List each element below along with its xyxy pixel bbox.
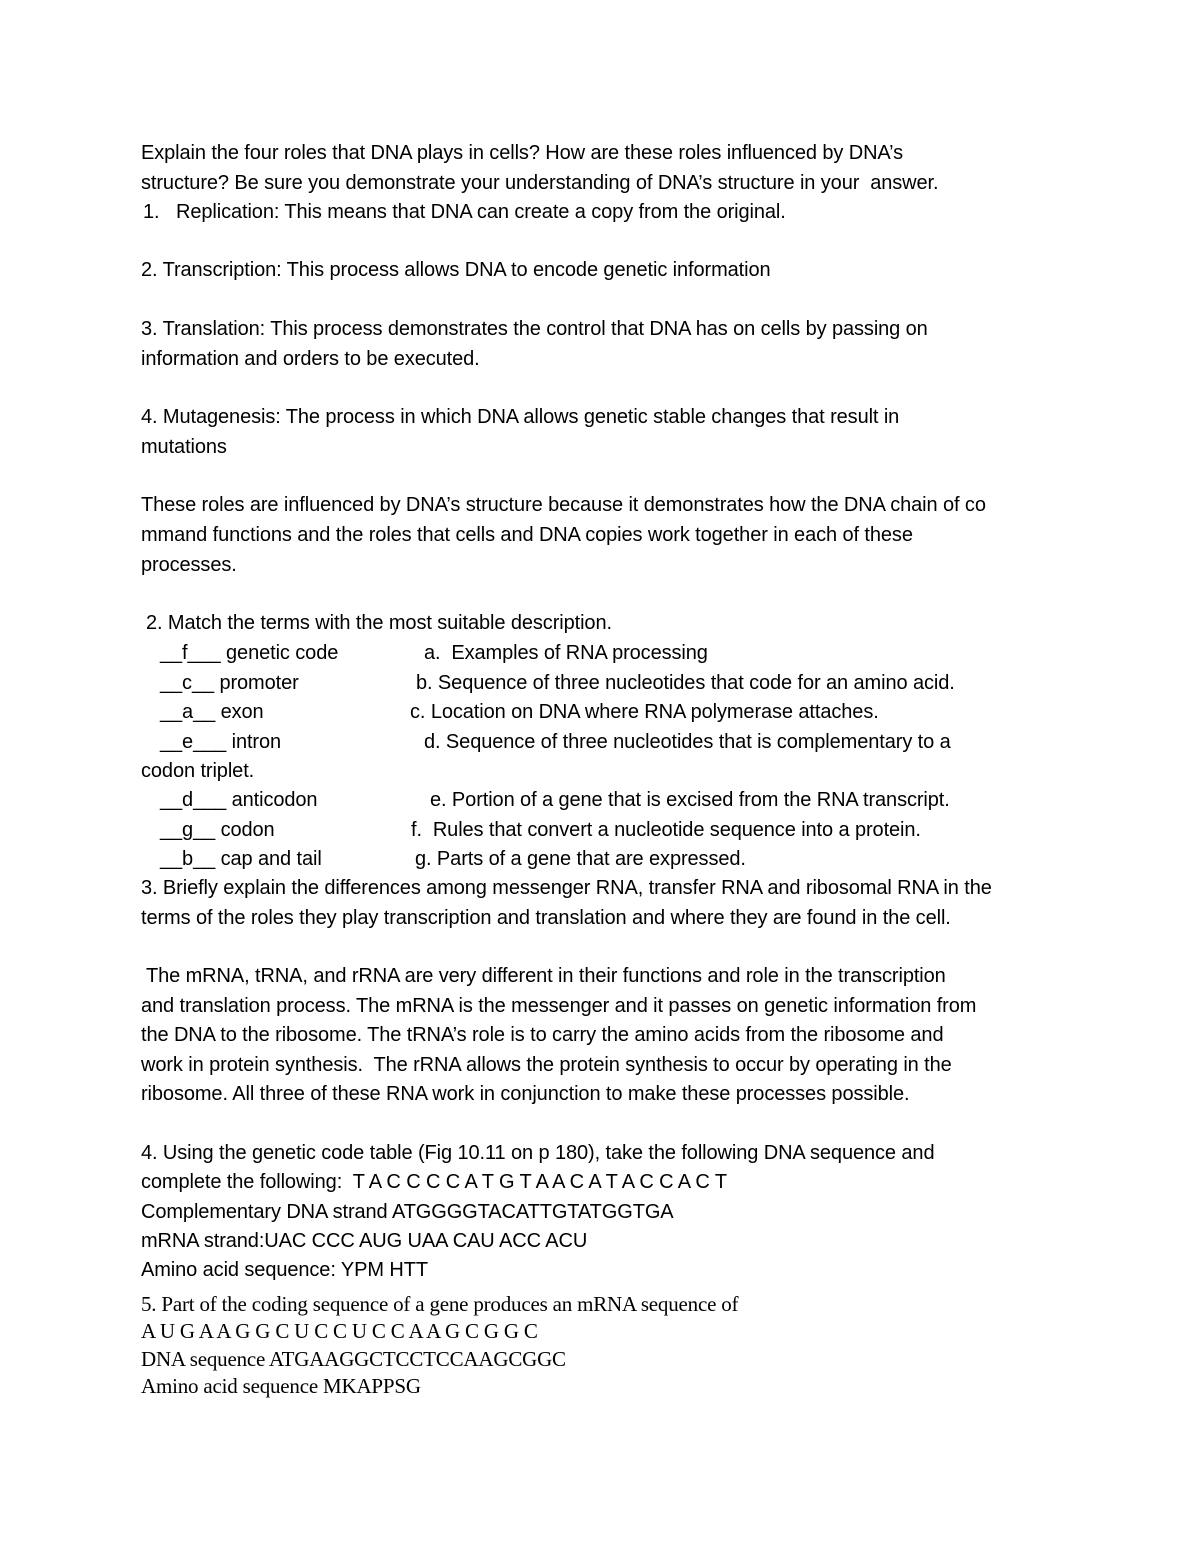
q2-term-promoter: __c__ promoter (160, 672, 299, 694)
q1-item-translation-line-1: 3. Translation: This process demonstrates the control that DNA has on cells by passing on (141, 318, 928, 340)
q3-prompt-line-2: terms of the roles they play transcription and translation and where they are found in the cell. (141, 907, 951, 929)
q2-term-exon: __a__ exon (160, 701, 264, 723)
q1-answer-line-3: processes. (141, 554, 237, 576)
q1-prompt-line-1: Explain the four roles that DNA plays in cells? How are these roles influenced by DNA’s (141, 142, 904, 164)
q3-answer-line-5: ribosome. All three of these RNA work in conjunction to make these processes possible. (141, 1083, 910, 1105)
q4-mrna-strand: mRNA strand:UAC CCC AUG UAA CAU ACC ACU (141, 1230, 588, 1252)
q1-answer-line-2: mmand functions and the roles that cells and DNA copies work together in each of these (141, 524, 913, 546)
q3-answer-line-3: the DNA to the ribosome. The tRNA’s role is to carry the amino acids from the ribosome and (141, 1024, 944, 1046)
q4-prompt-line-1: 4. Using the genetic code table (Fig 10.11 on p 180), take the following DNA sequence and (141, 1142, 935, 1164)
q2-term-codon: __g__ codon (160, 819, 275, 841)
q3-answer-line-4: work in protein synthesis. The rRNA allows the protein synthesis to occur by operating in the (141, 1054, 952, 1076)
q4-amino-acid-sequence: Amino acid sequence: YPM HTT (141, 1259, 428, 1281)
q1-list-number-1: 1. (143, 201, 160, 223)
q3-answer-line-2: and translation process. The mRNA is the messenger and it passes on genetic information from (141, 995, 977, 1017)
q5-mrna-sequence: A U G A A G G C U C C U C C A A G C G G C (141, 1319, 538, 1343)
q1-prompt-line-2: structure? Be sure you demonstrate your understanding of DNA’s structure in your answer. (141, 172, 939, 194)
q1-item-replication: Replication: This means that DNA can create a copy from the original. (176, 201, 786, 223)
q2-description-a: a. Examples of RNA processing (424, 642, 708, 664)
q5-prompt: 5. Part of the coding sequence of a gene produces an mRNA sequence of (141, 1292, 739, 1316)
q2-term-genetic-code: __f___ genetic code (160, 642, 339, 664)
q2-description-f: f. Rules that convert a nucleotide sequence into a protein. (411, 819, 921, 841)
q1-item-transcription: 2. Transcription: This process allows DNA to encode genetic information (141, 259, 771, 281)
q5-amino-acid-sequence: Amino acid sequence MKAPPSG (141, 1374, 421, 1398)
q1-answer-line-1: These roles are influenced by DNA’s structure because it demonstrates how the DNA chain of co (141, 494, 986, 516)
q5-dna-sequence: DNA sequence ATGAAGGCTCCTCCAAGCGGC (141, 1347, 566, 1371)
q2-term-intron: __e___ intron (160, 731, 282, 753)
q2-description-e: e. Portion of a gene that is excised from the RNA transcript. (430, 789, 950, 811)
q4-complementary-dna: Complementary DNA strand ATGGGGTACATTGTATGGTGA (141, 1201, 674, 1223)
q2-term-cap-and-tail: __b__ cap and tail (160, 848, 322, 870)
q3-answer-line-1: The mRNA, tRNA, and rRNA are very different in their functions and role in the transcription (146, 965, 946, 987)
q2-description-b: b. Sequence of three nucleotides that code for an amino acid. (416, 672, 955, 694)
q1-item-mutagenesis-line-1: 4. Mutagenesis: The process in which DNA allows genetic stable changes that result in (141, 406, 900, 428)
q3-prompt-line-1: 3. Briefly explain the differences among messenger RNA, transfer RNA and ribosomal RNA in the (141, 877, 992, 899)
q2-description-d-continued: codon triplet. (141, 760, 255, 782)
q1-item-translation-line-2: information and orders to be executed. (141, 348, 480, 370)
q2-description-d: d. Sequence of three nucleotides that is complementary to a (424, 731, 951, 753)
q2-prompt: 2. Match the terms with the most suitable description. (146, 612, 612, 634)
q1-item-mutagenesis-line-2: mutations (141, 436, 227, 458)
q4-prompt-line-2: complete the following: T A C C C C A T G T A A C A T A C C A C T (141, 1171, 727, 1193)
q2-term-anticodon: __d___ anticodon (160, 789, 318, 811)
q2-description-c: c. Location on DNA where RNA polymerase attaches. (410, 701, 879, 723)
q2-description-g: g. Parts of a gene that are expressed. (415, 848, 746, 870)
